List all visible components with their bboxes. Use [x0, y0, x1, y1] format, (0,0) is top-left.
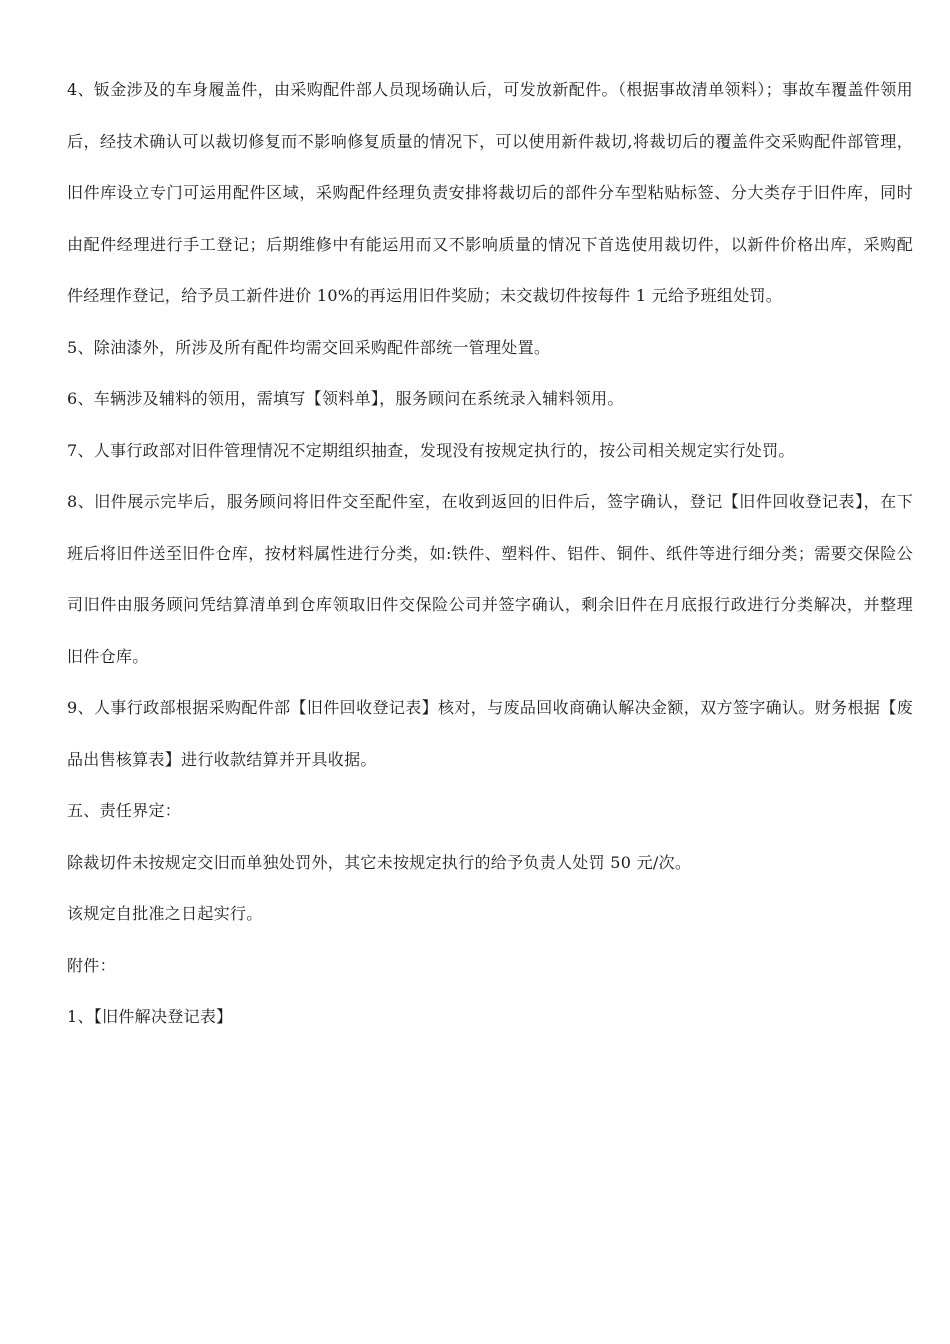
paragraph-item-7: 7、人事行政部对旧件管理情况不定期组织抽查，发现没有按规定执行的，按公司相关规定实行处罚。 — [67, 440, 795, 460]
penalty-statement: 除裁切件未按规定交旧而单独处罚外，其它未按规定执行的给予负责人处罚 50 元/次。 — [67, 852, 692, 872]
paragraph-item-6: 6、车辆涉及辅料的领用，需填写【领料单】，服务顾问在系统录入辅料领用。 — [67, 389, 624, 408]
document-body — [67, 64, 913, 1043]
effective-date-statement: 该规定自批准之日起实行。 — [67, 904, 263, 923]
attachment-item-1: 1、【旧件解决登记表】 — [67, 1007, 233, 1026]
section-heading-responsibility: 五、责任界定： — [67, 801, 182, 820]
paragraph-item-8: 8、旧件展示完毕后，服务顾问将旧件交至配件室，在收到返回的旧件后，签字确认，登记【旧件回收登记表】，在下班后将旧件送至旧件仓库，按材料属性进行分类，如:铁件、塑料件、铝件、铜件、纸件等进行细分类；需要交保险公司旧件由服务顾问凭结算清单到仓库领取旧件交保险公司并签字确认，剩余旧件在月底报行政进行分类解决，并整理旧件仓库。 — [67, 492, 913, 666]
paragraph-item-5: 5、除油漆外，所涉及所有配件均需交回采购配件部统一管理处置。 — [67, 337, 551, 357]
attachments-heading: 附件： — [67, 955, 116, 975]
paragraph-item-4: 4、钣金涉及的车身履盖件，由采购配件部人员现场确认后，可发放新配件。（根据事故清单领料）；事故车覆盖件领用后，经技术确认可以裁切修复而不影响修复质量的情况下，可以使用新件裁切,将裁切后的覆盖件交采购配件部管理，旧件库设立专门可运用配件区域，采购配件经理负责安排将裁切后的部件分车型粘贴标签、分大类存于旧件库，同时由配件经理进行手工登记；后期维修中有能运用而又不影响质量的情况下首选使用裁切件，以新件价格出库，采购配件经理作登记，给予员工新件进价 10%的再运用旧件奖励；未交裁切件按每件 1 元给予班组处罚。 — [67, 80, 913, 305]
paragraph-item-9: 9、人事行政部根据采购配件部【旧件回收登记表】核对，与废品回收商确认解决金额，双方签字确认。财务根据【废品出售核算表】进行收款结算并开具收据。 — [67, 698, 913, 769]
